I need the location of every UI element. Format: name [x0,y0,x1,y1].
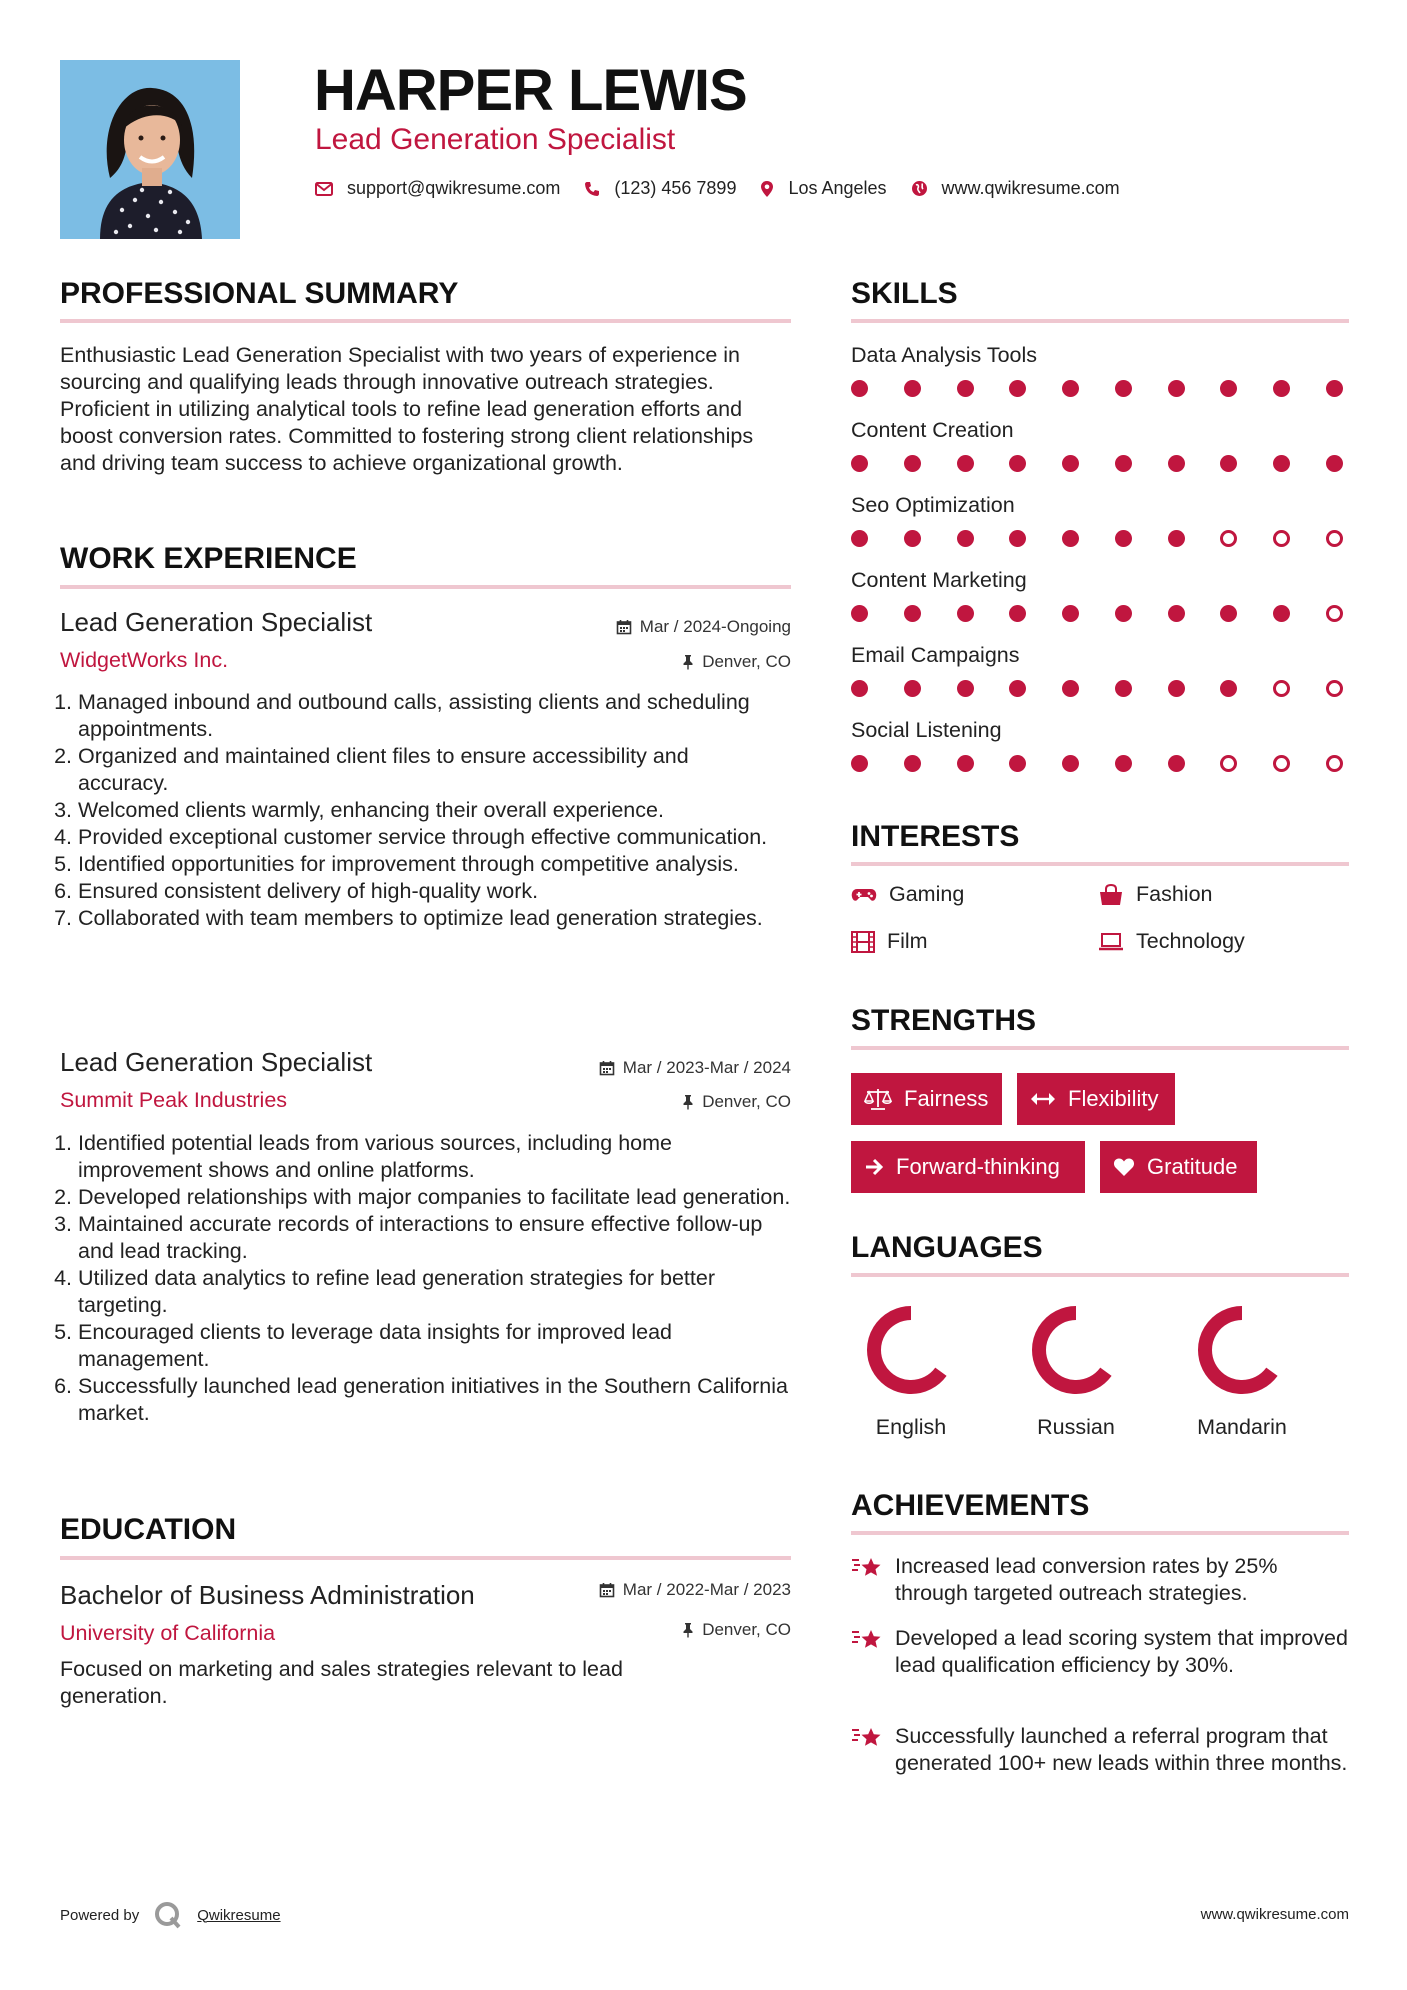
rating-dot-filled [1273,380,1290,397]
summary-divider [60,319,791,323]
rating-dot-filled [1326,455,1343,472]
skill-rating [851,380,1343,397]
rating-dot-filled [1009,680,1026,697]
language-label: Russian [1037,1415,1115,1439]
profile-photo [60,60,240,239]
rating-dot-filled [904,455,921,472]
candidate-role: Lead Generation Specialist [315,123,676,156]
contact-phone-text: (123) 456 7899 [614,178,737,198]
achievement-text: Developed a lead scoring system that improved lead qualification efficiency by 30%. [895,1626,1348,1677]
job-title-1: Lead Generation Specialist [60,607,373,637]
language-gauge-arc [1039,1313,1106,1387]
education-location-text: Denver, CO [702,1620,791,1639]
language-gauge [1026,1300,1126,1400]
language-mandarin [1182,1300,1302,1440]
rating-dot-filled [1220,380,1237,397]
rating-dot-empty [1326,680,1343,697]
globe-icon [911,180,928,197]
rating-dot-filled [904,605,921,622]
skill-name: Data Analysis Tools [851,343,1038,367]
languages-divider [851,1273,1349,1277]
contact-email-text: support@qwikresume.com [347,178,561,198]
skill-rating [851,680,1343,697]
shopping-bag-icon [1098,884,1124,906]
rating-dot-filled [957,455,974,472]
skill-name: Content Marketing [851,568,1027,592]
contact-phone[interactable] [584,178,736,199]
strength-gratitude [1100,1141,1257,1193]
footer-powered-by [60,1900,281,1930]
strength-label: Fairness [904,1086,989,1111]
education-heading: EDUCATION [60,1513,237,1546]
skill-row [851,642,1349,717]
experience-divider [60,585,791,589]
job-location-1-text: Denver, CO [702,652,791,671]
rating-dot-filled [1062,530,1079,547]
rating-dot-filled [1168,680,1185,697]
contact-bar [315,178,1144,199]
job-dates-2-text: Mar / 2023-Mar / 2024 [622,1058,791,1077]
rating-dot-filled [1115,755,1132,772]
education-divider [60,1556,791,1560]
interests-divider [851,862,1349,866]
skill-row [851,492,1349,567]
education-dates-text: Mar / 2022-Mar / 2023 [622,1580,791,1599]
interest-fashion [1098,882,1213,907]
rating-dot-filled [1009,755,1026,772]
interest-label: Fashion [1136,882,1213,906]
summary-text: Enthusiastic Lead Generation Specialist with two years of experience in sourcing and qualifying leads through innovative outreach strategies. Proficient in utilizing analytical tools to refine lead generation efforts and boost conversion rates. Committed to fostering strong client relationships and driving team success to achieve organizational growth. [60,343,754,475]
rating-dot-filled [1009,455,1026,472]
list-item: 1. Identified potential leads from various sources, including home improvement shows and online platforms. [78,1130,798,1184]
rating-dot-filled [851,680,868,697]
job-dates-1-text: Mar / 2024-Ongoing [639,617,791,636]
shooting-star-icon [851,1627,883,1653]
job-location-2-text: Denver, CO [702,1092,791,1111]
skill-rating [851,455,1343,472]
laptop-icon [1098,933,1124,951]
calendar-icon [616,619,632,635]
rating-dot-filled [1273,605,1290,622]
rating-dot-filled [904,530,921,547]
qwikresume-link[interactable]: Qwikresume [197,1906,281,1924]
rating-dot-filled [1062,680,1079,697]
list-item: 4. Utilized data analytics to refine lead generation strategies for better targeting. [78,1265,798,1319]
candidate-name: HARPER LEWIS [314,58,747,123]
rating-dot-filled [1115,680,1132,697]
rating-dot-filled [1115,605,1132,622]
list-item: 2. Developed relationships with major companies to facilitate lead generation. [78,1184,798,1211]
interest-film [851,929,928,954]
contact-website-text: www.qwikresume.com [941,178,1120,198]
list-item: 2. Organized and maintained client files to ensure accessibility and accuracy. [78,743,778,797]
education-dates [599,1579,791,1601]
map-pin-icon [760,180,774,198]
rating-dot-filled [1168,755,1185,772]
education-description: Focused on marketing and sales strategies relevant to lead generation. [60,1657,623,1708]
strengths-divider [851,1046,1349,1050]
contact-website[interactable] [911,178,1120,199]
skill-name: Email Campaigns [851,643,1020,667]
list-item: 7. Collaborated with team members to optimize lead generation strategies. [78,905,778,932]
thumbtack-icon [682,654,694,670]
rating-dot-filled [1168,455,1185,472]
qwikresume-logo-icon [153,1900,183,1930]
film-icon [851,931,875,953]
job-title-2: Lead Generation Specialist [60,1047,373,1077]
rating-dot-filled [1009,530,1026,547]
skills-divider [851,319,1349,323]
rating-dot-filled [1009,605,1026,622]
language-russian [1016,1300,1136,1440]
interest-gaming [851,882,964,907]
rating-dot-filled [1220,680,1237,697]
rating-dot-filled [851,755,868,772]
balance-scale-icon [864,1088,892,1110]
skill-name: Content Creation [851,418,1014,442]
achievement-item [851,1553,1349,1607]
achievements-divider [851,1531,1349,1535]
rating-dot-filled [957,605,974,622]
rating-dot-empty [1220,530,1237,547]
rating-dot-filled [957,530,974,547]
job-bullets-2 [60,1130,798,1427]
arrows-horizontal-icon [1030,1092,1056,1106]
skill-name: Social Listening [851,718,1002,742]
thumbtack-icon [682,1094,694,1110]
achievement-item [851,1625,1349,1679]
skill-row [851,417,1349,492]
list-item: 1. Managed inbound and outbound calls, assisting clients and scheduling appointments. [78,689,778,743]
person-portrait-icon [60,60,240,239]
rating-dot-empty [1220,755,1237,772]
rating-dot-filled [1115,380,1132,397]
rating-dot-filled [1220,605,1237,622]
rating-dot-filled [1062,455,1079,472]
list-item: 5. Identified opportunities for improvement through competitive analysis. [78,851,778,878]
rating-dot-empty [1273,680,1290,697]
calendar-icon [599,1582,615,1598]
job-bullets-1 [60,689,778,932]
skill-name: Seo Optimization [851,493,1015,517]
school-name: University of California [60,1621,276,1645]
skill-rating [851,605,1343,622]
rating-dot-filled [1168,605,1185,622]
rating-dot-filled [851,605,868,622]
calendar-icon [599,1060,615,1076]
rating-dot-filled [1168,530,1185,547]
skill-rating [851,530,1343,547]
achievement-text: Successfully launched a referral program that generated 100+ new leads within three months. [895,1724,1348,1775]
rating-dot-empty [1326,605,1343,622]
job-dates-2 [599,1057,791,1079]
achievement-text: Increased lead conversion rates by 25% through targeted outreach strategies. [895,1554,1278,1605]
rating-dot-filled [1220,455,1237,472]
skill-rating [851,755,1343,772]
language-label: Mandarin [1197,1415,1287,1439]
strength-label: Gratitude [1147,1154,1238,1179]
rating-dot-filled [851,455,868,472]
contact-email[interactable] [315,178,560,199]
list-item: 3. Welcomed clients warmly, enhancing their overall experience. [78,797,778,824]
rating-dot-empty [1326,530,1343,547]
rating-dot-filled [851,380,868,397]
languages-heading: LANGUAGES [851,1231,1043,1264]
summary-heading: PROFESSIONAL SUMMARY [60,277,459,310]
strengths-heading: STRENGTHS [851,1004,1037,1037]
rating-dot-empty [1273,755,1290,772]
rating-dot-filled [1273,455,1290,472]
rating-dot-filled [957,680,974,697]
arrow-right-icon [864,1158,884,1176]
rating-dot-empty [1273,530,1290,547]
skill-row [851,717,1349,792]
strength-forward-thinking [851,1141,1085,1193]
shooting-star-icon [851,1725,883,1751]
powered-by-label: Powered by [60,1906,140,1924]
degree-title: Bachelor of Business Administration [60,1580,475,1610]
rating-dot-filled [1062,755,1079,772]
interest-label: Film [887,929,928,953]
gamepad-icon [851,887,877,903]
rating-dot-filled [1115,455,1132,472]
strength-label: Forward-thinking [896,1154,1060,1179]
interest-label: Gaming [889,882,965,906]
achievements-heading: ACHIEVEMENTS [851,1489,1090,1522]
thumbtack-icon [682,1622,694,1638]
job-location-2 [682,1091,791,1113]
interest-technology [1098,929,1245,954]
skills-heading: SKILLS [851,277,958,310]
company-name-1: WidgetWorks Inc. [60,648,229,672]
rating-dot-filled [1168,380,1185,397]
list-item: 6. Successfully launched lead generation initiatives in the Southern California market. [78,1373,798,1427]
interests-heading: INTERESTS [851,820,1020,853]
heart-icon [1113,1157,1135,1177]
rating-dot-filled [1009,380,1026,397]
experience-heading: WORK EXPERIENCE [60,542,357,575]
rating-dot-filled [1062,605,1079,622]
achievement-item [851,1723,1349,1777]
job-location-1 [682,651,791,673]
list-item: 3. Maintained accurate records of interactions to ensure effective follow-up and lead tracking. [78,1211,798,1265]
job-dates-1 [616,616,791,638]
shooting-star-icon [851,1555,883,1581]
rating-dot-filled [851,530,868,547]
interest-label: Technology [1136,929,1245,953]
language-english [851,1300,971,1440]
rating-dot-filled [1062,380,1079,397]
list-item: 5. Encouraged clients to leverage data insights for improved lead management. [78,1319,798,1373]
education-location [682,1619,791,1641]
envelope-icon [315,182,333,196]
rating-dot-filled [1115,530,1132,547]
list-item: 6. Ensured consistent delivery of high-quality work. [78,878,778,905]
rating-dot-filled [1326,380,1343,397]
rating-dot-empty [1326,755,1343,772]
list-item: 4. Provided exceptional customer service through effective communication. [78,824,778,851]
skill-row [851,567,1349,642]
language-gauge [861,1300,961,1400]
contact-location-text: Los Angeles [788,178,887,198]
strength-fairness [851,1073,1002,1125]
skill-row [851,342,1349,417]
strength-label: Flexibility [1068,1086,1159,1111]
company-name-2: Summit Peak Industries [60,1088,288,1112]
language-gauge-arc [874,1313,941,1387]
strength-flexibility [1017,1073,1175,1125]
rating-dot-filled [904,755,921,772]
language-gauge-arc [1205,1313,1272,1387]
footer-website[interactable]: www.qwikresume.com [1200,1906,1349,1923]
contact-location [760,178,886,199]
rating-dot-filled [904,380,921,397]
rating-dot-filled [957,755,974,772]
phone-icon [584,181,600,197]
language-label: English [875,1415,947,1439]
language-gauge [1192,1300,1292,1400]
rating-dot-filled [957,380,974,397]
skills-list [851,342,1349,792]
rating-dot-filled [904,680,921,697]
